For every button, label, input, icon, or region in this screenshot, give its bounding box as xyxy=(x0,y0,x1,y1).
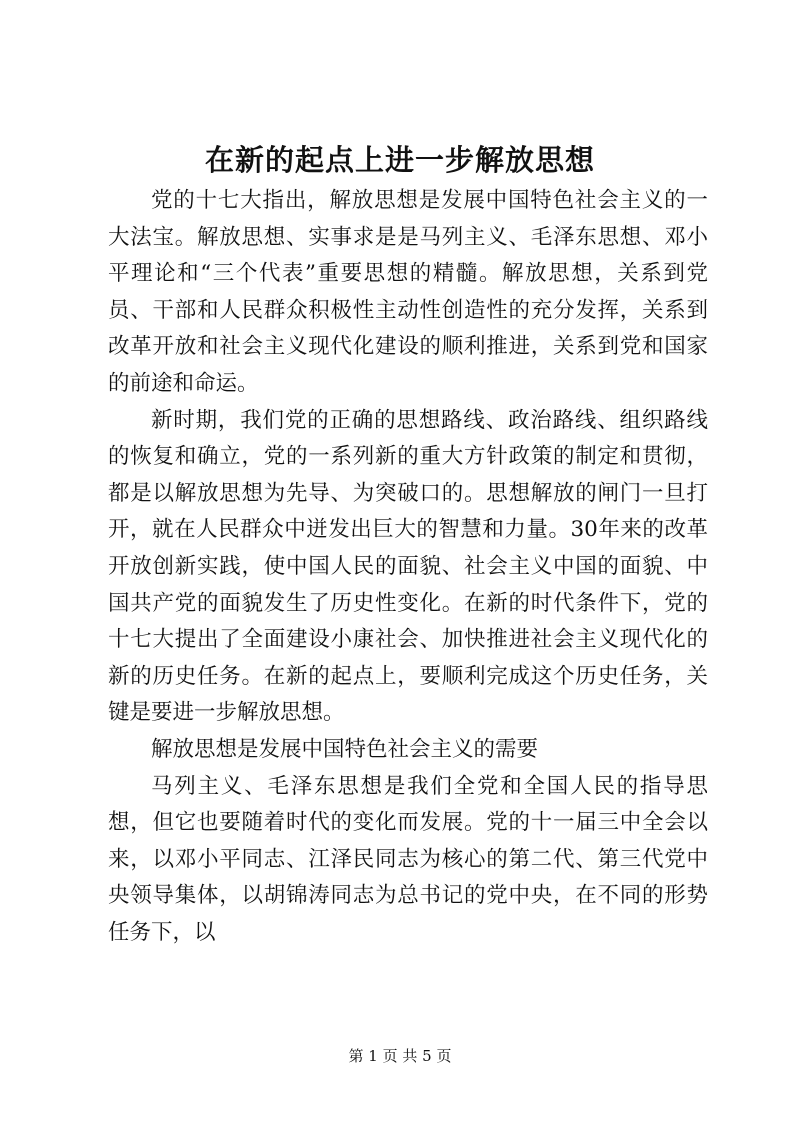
body-paragraph: 党的十七大指出，解放思想是发展中国特色社会主义的一大法宝。解放思想、实事求是是马列主义、毛泽东思想、邓小平理论和“三个代表”重要思想的精髓。解放思想，关系到党员、干部和人民群众积极性主动性创造性的充分发挥，关系到改革开放和社会主义现代化建设的顺利推进，关系到党和国家的前途和命运。 xyxy=(108,188,708,396)
document-title: 在新的起点上进一步解放思想 xyxy=(204,143,595,177)
document-body xyxy=(108,183,708,951)
body-paragraph: 马列主义、毛泽东思想是我们全党和全国人民的指导思想，但它也要随着时代的变化而发展。党的十一届三中全会以来，以邓小平同志、江泽民同志为核心的第二代、第三代党中央领导集体，以胡锦涛同志为总书记的党中央，在不同的形势任务下，以 xyxy=(108,773,708,945)
body-paragraph: 新时期，我们党的正确的思想路线、政治路线、组织路线的恢复和确立，党的一系列新的重大方针政策的制定和贯彻，都是以解放思想为先导、为突破口的。思想解放的闸门一旦打开，就在人民群众中迸发出巨大的智慧和力量。30年来的改革开放创新实践，使中国人民的面貌、社会主义中国的面貌、中国共产党的面貌发生了历史性变化。在新的时代条件下，党的十七大提出了全面建设小康社会、加快推进社会主义现代化的新的历史任务。在新的起点上，要顺利完成这个历史任务，关键是要进一步解放思想。 xyxy=(108,407,708,726)
page-footer: 第 1 页 共 5 页 xyxy=(348,1047,452,1065)
section-subheading: 解放思想是发展中国特色社会主义的需要 xyxy=(151,736,539,762)
